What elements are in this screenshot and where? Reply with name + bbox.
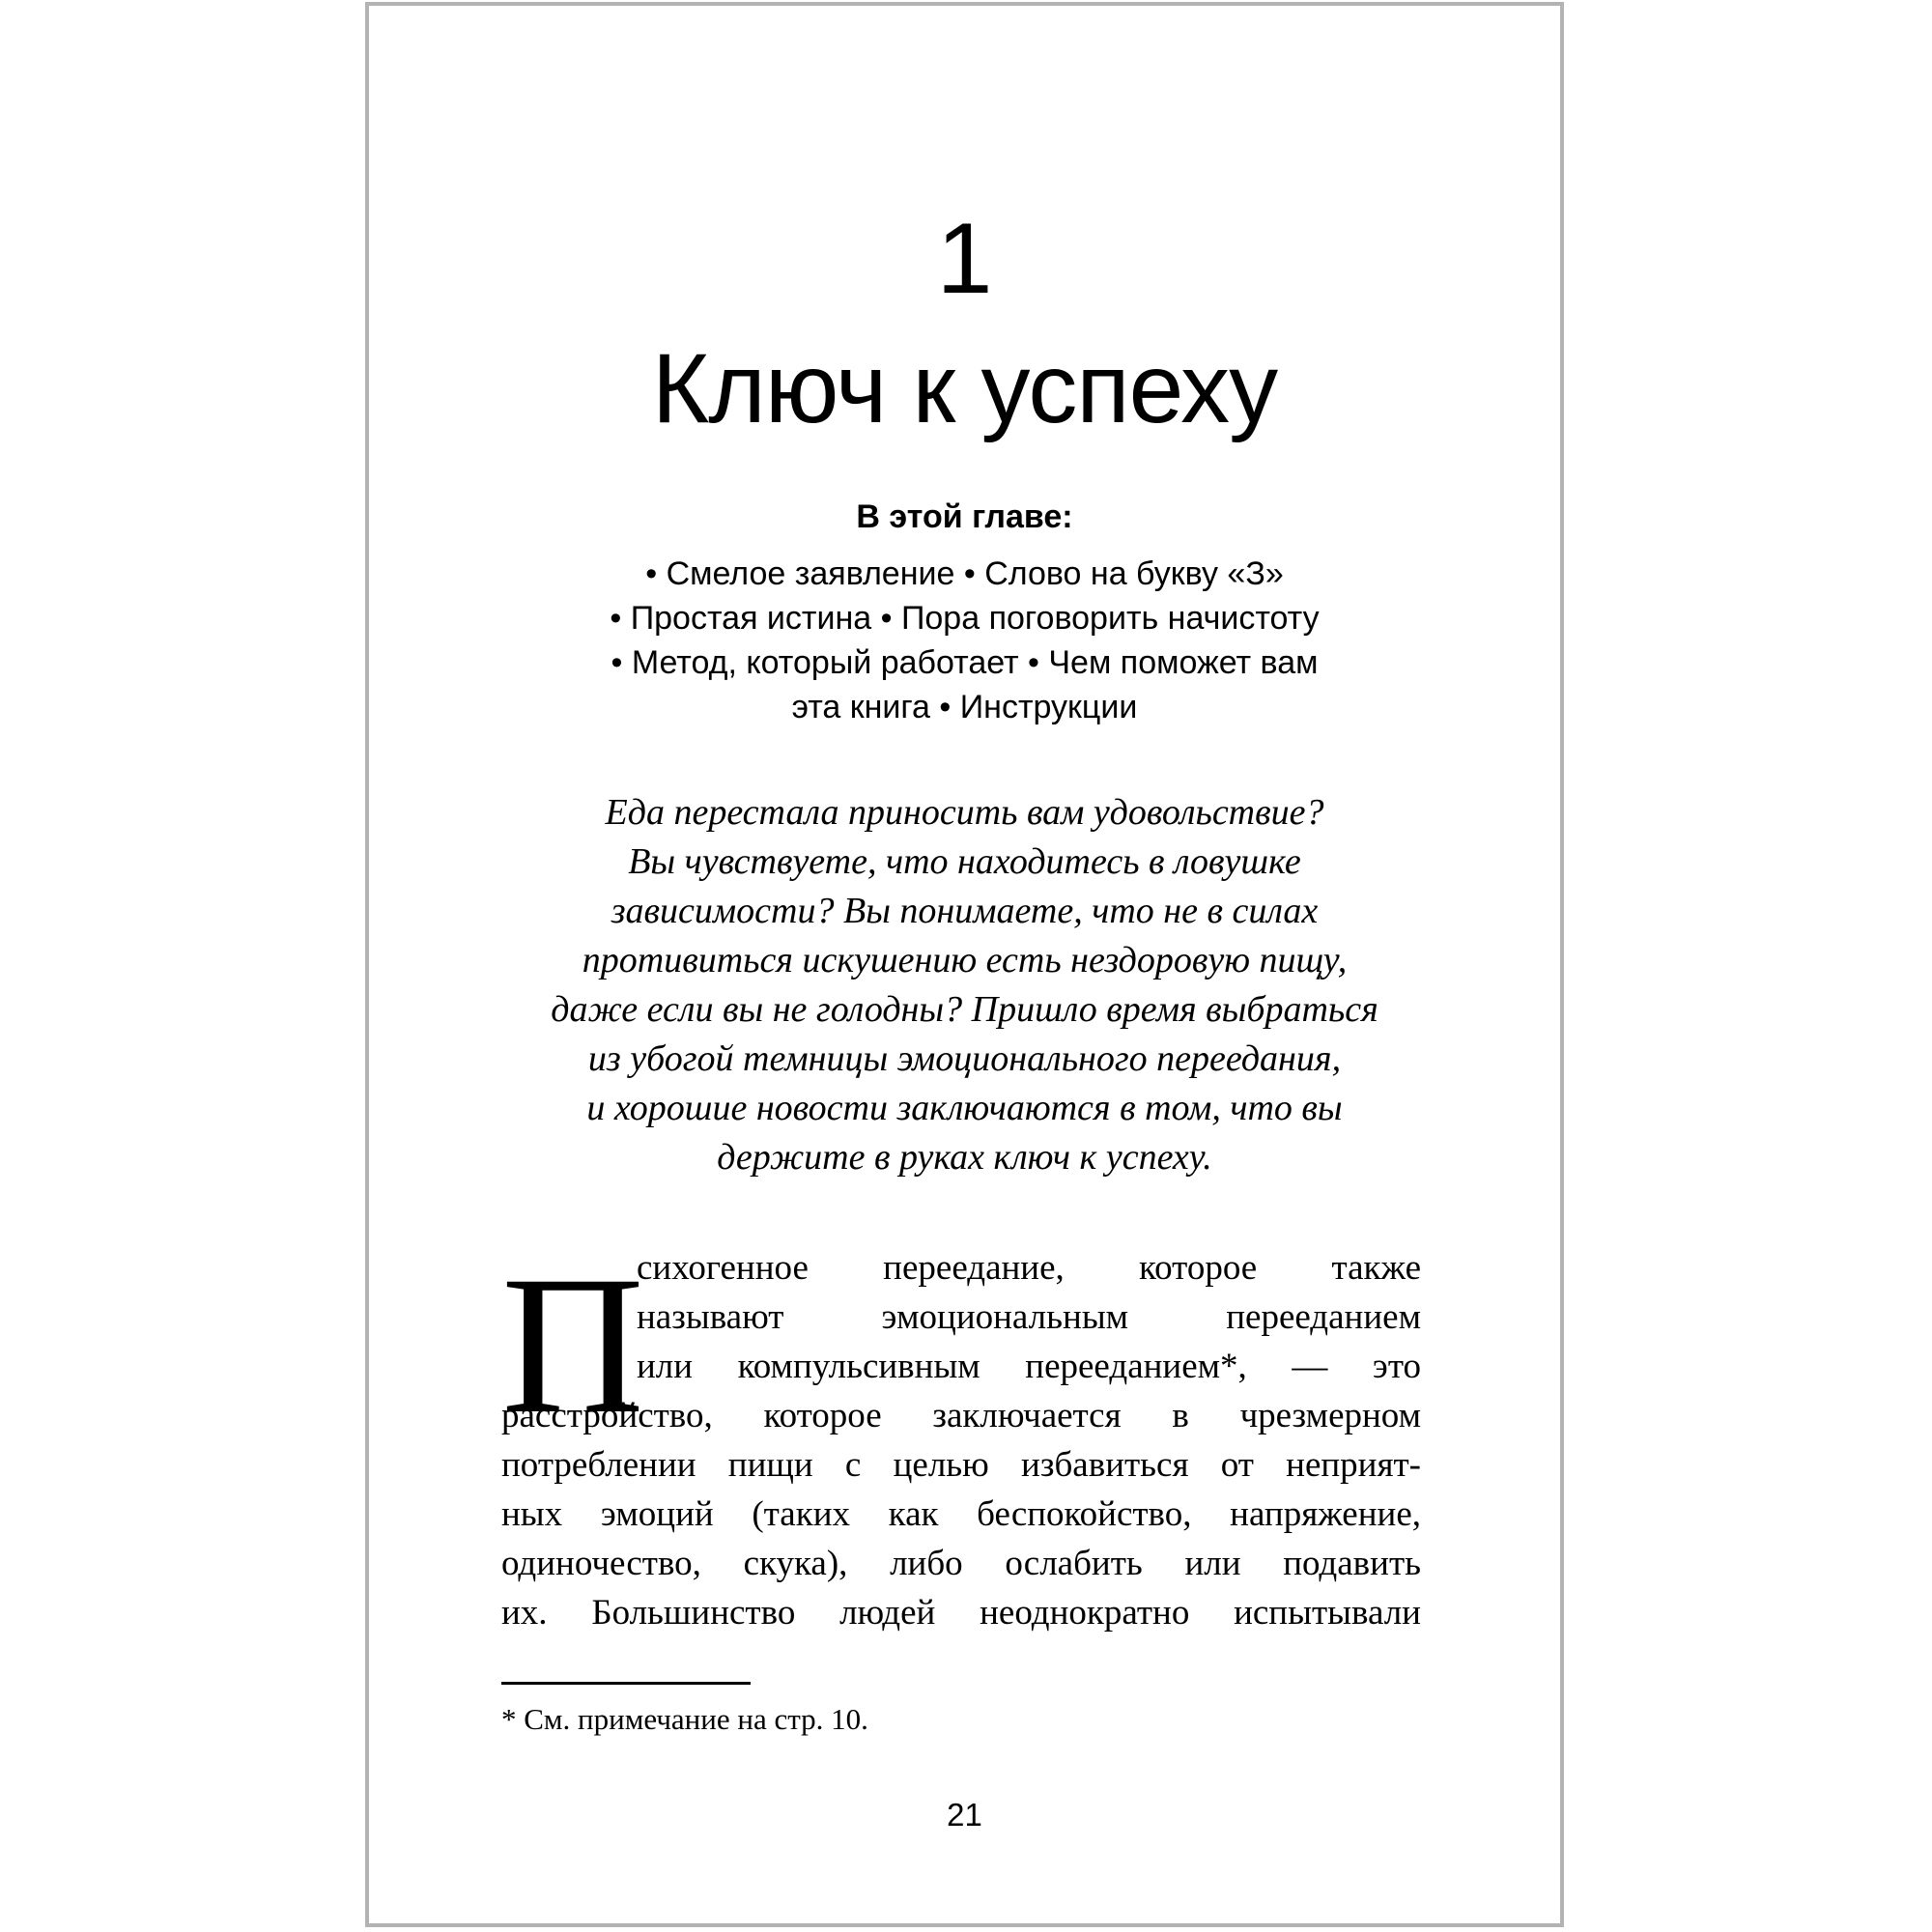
chapter-number: 1 — [936, 203, 993, 315]
body-paragraph — [501, 1236, 1421, 1637]
topics-line: • Смелое заявление • Слово на букву «З» — [645, 555, 1284, 592]
topics-line: эта книга • Инструкции — [791, 689, 1138, 725]
in-chapter-label: В этой главе: — [856, 498, 1073, 535]
topics-line: • Метод, который работает • Чем поможет вам — [611, 644, 1319, 681]
epigraph-line: из убогой темницы эмоционального переедания, — [587, 1038, 1342, 1079]
book-page — [365, 2, 1564, 1927]
epigraph — [369, 788, 1560, 1182]
body-line: расстройство, которое заключается в чрезмерном — [501, 1396, 1421, 1435]
epigraph-line: зависимости? Вы понимаете, что не в силах — [611, 891, 1319, 931]
footnote: * См. примечание на стр. 10. — [501, 1702, 868, 1736]
footnote-divider — [501, 1682, 751, 1685]
body-line: или компульсивным перееданием*, — это — [637, 1347, 1421, 1386]
page-number: 21 — [947, 1797, 982, 1833]
epigraph-line: даже если вы не голодны? Пришло время выбраться — [551, 989, 1378, 1030]
epigraph-line: противиться искушению есть нездоровую пищу, — [582, 940, 1348, 980]
body-line: называют эмоциональным перееданием — [637, 1297, 1421, 1337]
body-line: их. Большинство людей неоднократно испытывали — [501, 1593, 1421, 1633]
topics-line: • Простая истина • Пора поговорить начистоту — [610, 600, 1320, 637]
epigraph-line: и хорошие новости заключаются в том, что вы — [586, 1088, 1343, 1128]
chapter-topics — [369, 552, 1560, 729]
epigraph-line: Еда перестала приносить вам удовольствие? — [605, 792, 1324, 833]
chapter-title: Ключ к успеху — [651, 333, 1278, 443]
body-line: сихогенное переедание, которое также — [637, 1248, 1421, 1288]
epigraph-line: держите в руках ключ к успеху. — [717, 1137, 1212, 1178]
epigraph-line: Вы чувствуете, что находитесь в ловушке — [628, 841, 1301, 882]
drop-cap: П — [501, 1236, 645, 1455]
body-line: ных эмоций (таких как беспокойство, напряжение, — [501, 1494, 1421, 1534]
body-line: одиночество, скука), либо ослабить или подавить — [501, 1544, 1421, 1583]
body-line: потреблении пищи с целью избавиться от неприят- — [501, 1445, 1421, 1485]
